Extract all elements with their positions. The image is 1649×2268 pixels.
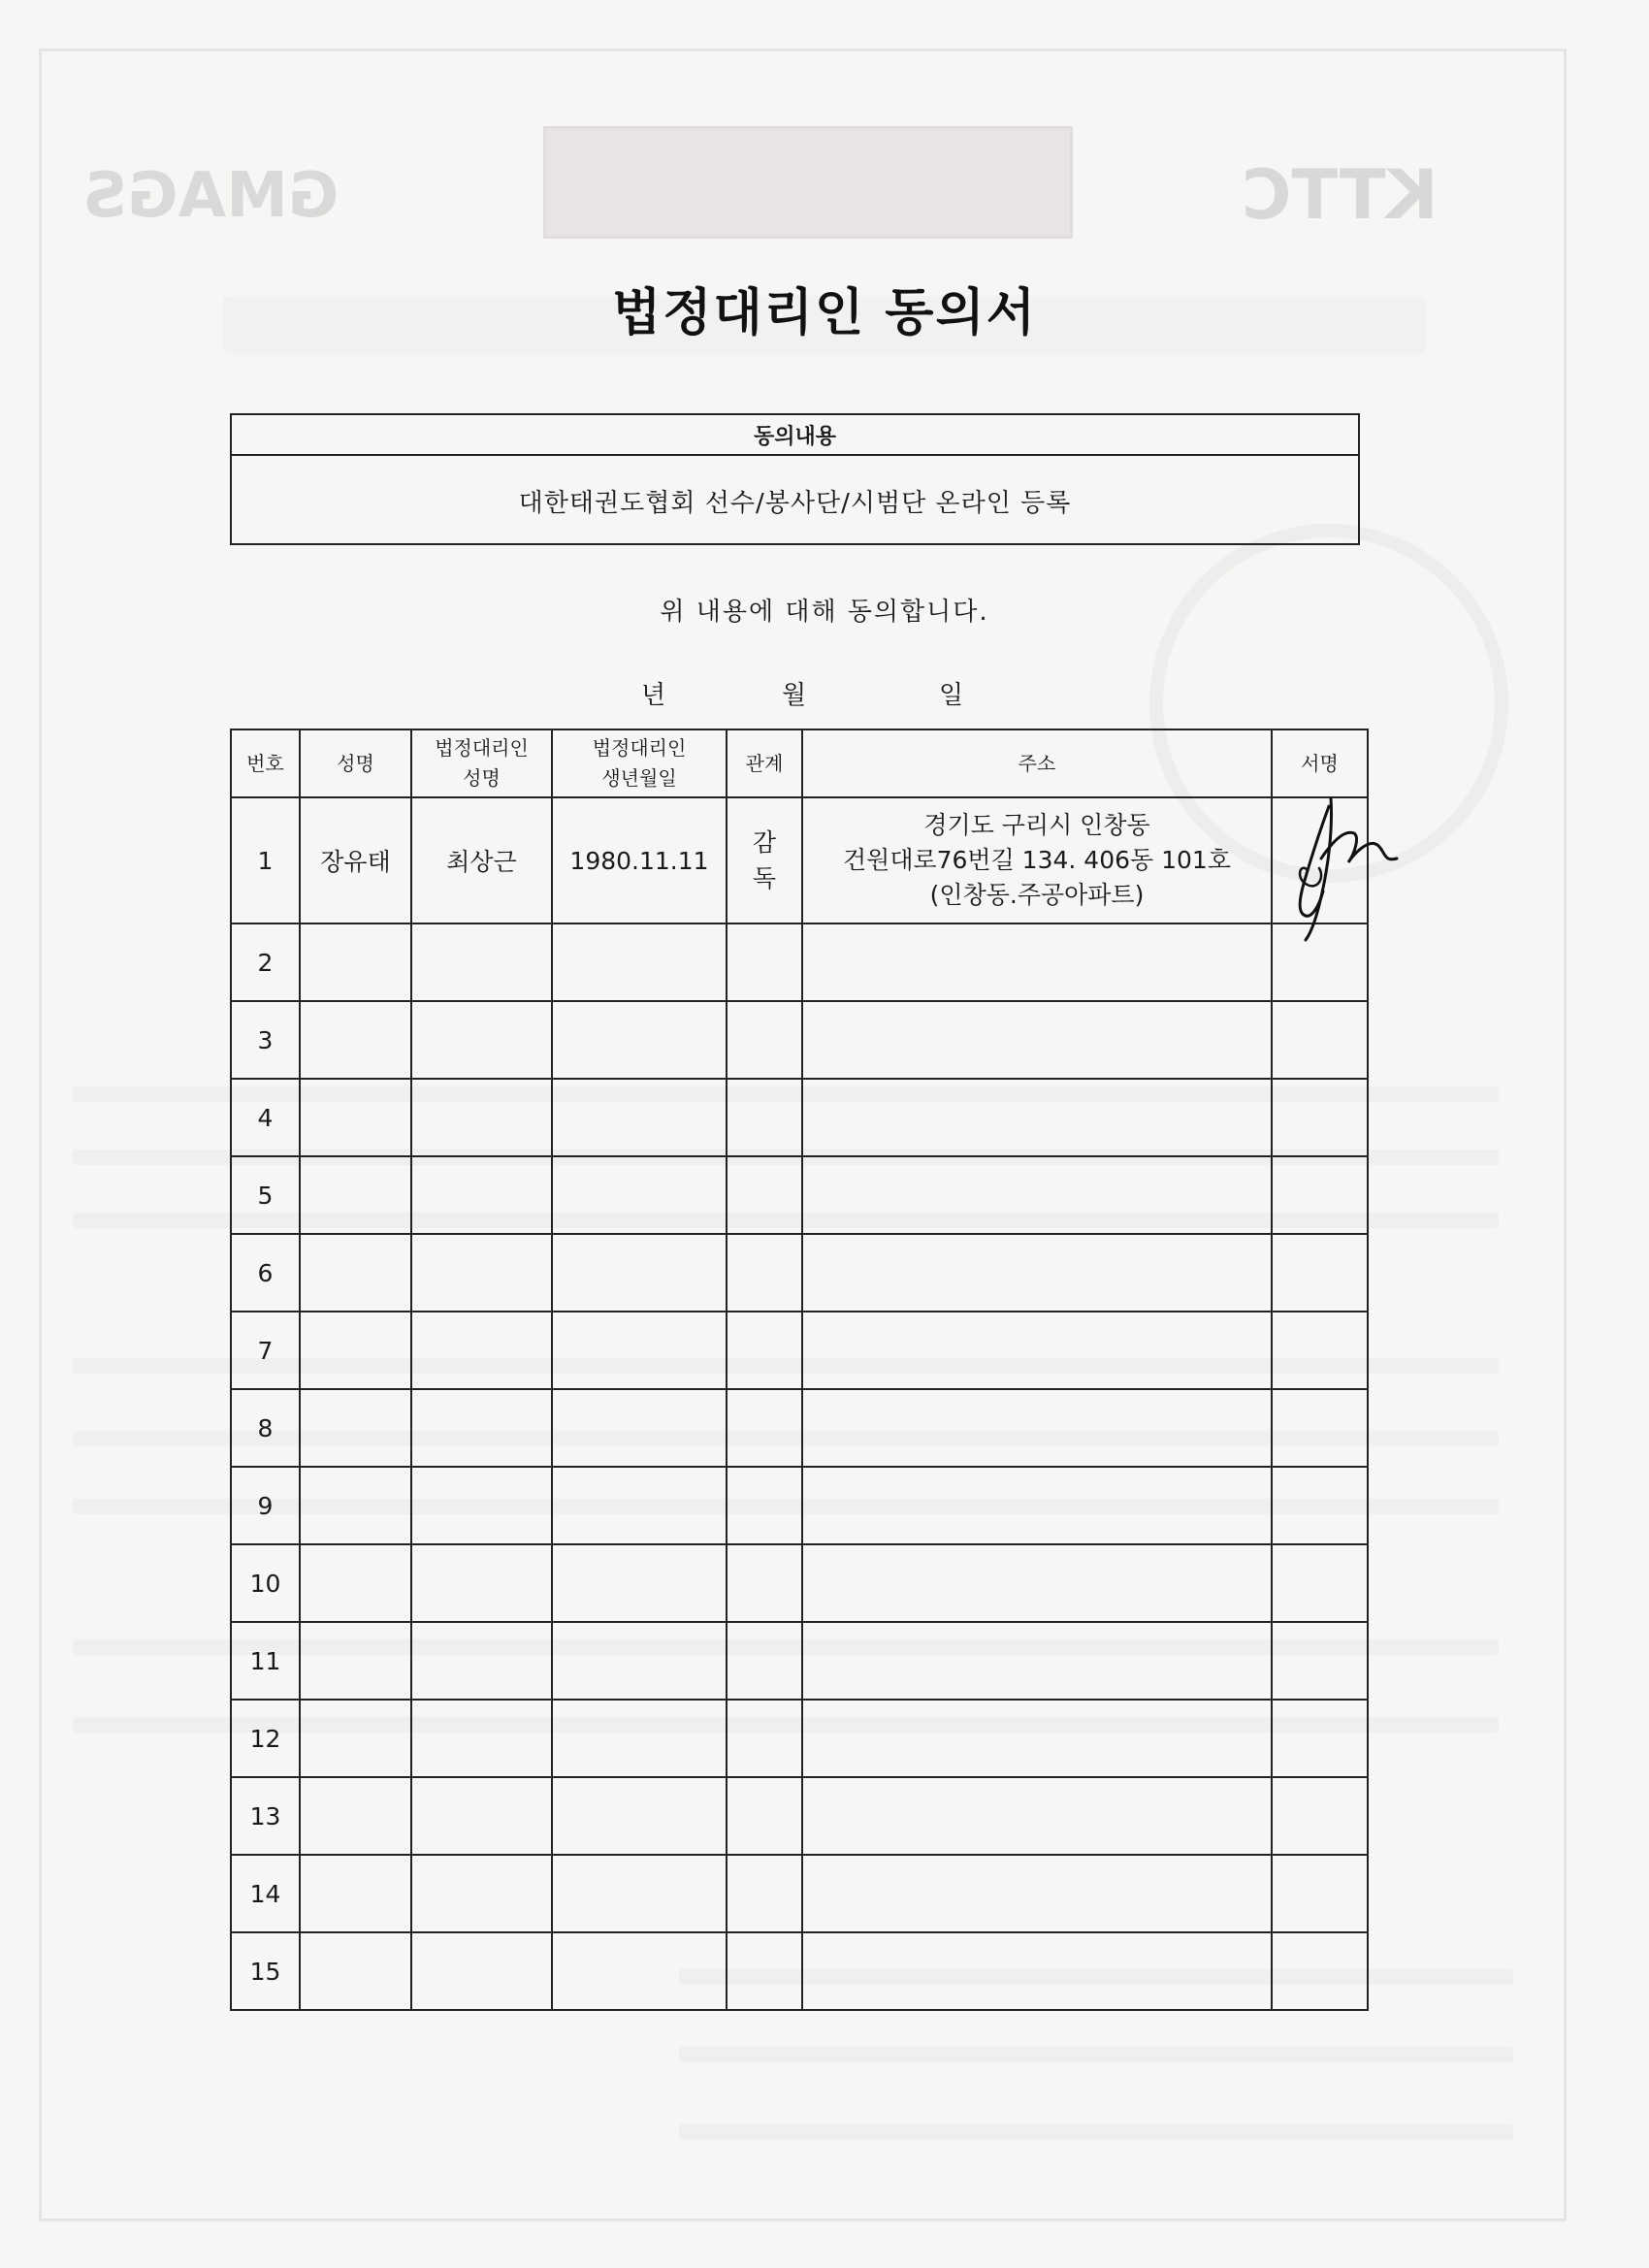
empty-cell: [1272, 1156, 1368, 1234]
row-number: 2: [231, 923, 300, 1001]
relation-line1: 감: [752, 827, 777, 857]
row-number: 15: [231, 1932, 300, 2010]
empty-cell: [727, 1389, 802, 1467]
row-number: 3: [231, 1001, 300, 1079]
empty-cell: [552, 1467, 727, 1544]
table-row: [231, 797, 1368, 923]
empty-cell: [802, 1079, 1272, 1156]
empty-cell: [552, 1777, 727, 1855]
empty-cell: [552, 1622, 727, 1700]
background-show-through-logo-right: KTTC: [1242, 155, 1439, 235]
table-row: [231, 1467, 1368, 1544]
empty-cell: [300, 1777, 411, 1855]
table-row: [231, 1932, 1368, 2010]
row-number: 10: [231, 1544, 300, 1622]
row-number: 8: [231, 1389, 300, 1467]
empty-cell: [552, 1079, 727, 1156]
empty-cell: [802, 1156, 1272, 1234]
header-relation: 관계: [727, 729, 802, 797]
empty-cell: [552, 1544, 727, 1622]
header-guardian-birth-line1: 법정대리인: [592, 736, 687, 760]
empty-cell: [727, 1932, 802, 2010]
empty-cell: [727, 1312, 802, 1389]
empty-cell: [1272, 1312, 1368, 1389]
empty-cell: [1272, 1855, 1368, 1932]
row-number: 12: [231, 1700, 300, 1777]
background-show-through-logo-left: GMAGS: [82, 160, 340, 232]
empty-cell: [727, 1234, 802, 1312]
address: [802, 797, 1272, 923]
relation: [727, 797, 802, 923]
empty-cell: [802, 1312, 1272, 1389]
background-show-through-text-line: [679, 2047, 1513, 2062]
table-row: [231, 1777, 1368, 1855]
empty-cell: [300, 1156, 411, 1234]
empty-cell: [1272, 1932, 1368, 2010]
agreement-statement: 위 내용에 대해 동의합니다.: [660, 598, 989, 627]
table-row: [231, 1156, 1368, 1234]
empty-cell: [552, 1855, 727, 1932]
relation-line2: 독: [752, 864, 777, 892]
row-number: 11: [231, 1622, 300, 1700]
empty-cell: [1272, 1234, 1368, 1312]
row-number: 6: [231, 1234, 300, 1312]
empty-cell: [727, 1700, 802, 1777]
empty-cell: [300, 1234, 411, 1312]
empty-cell: [552, 1312, 727, 1389]
table-row: [231, 1544, 1368, 1622]
empty-cell: [1272, 1001, 1368, 1079]
header-name: 성명: [300, 729, 411, 797]
empty-cell: [802, 923, 1272, 1001]
table-row: [231, 1389, 1368, 1467]
empty-cell: [552, 1932, 727, 2010]
empty-cell: [1272, 1389, 1368, 1467]
address-line1: 경기도 구리시 인창동: [923, 810, 1150, 839]
table-row: [231, 1622, 1368, 1700]
row-number: 4: [231, 1079, 300, 1156]
empty-cell: [802, 1001, 1272, 1079]
table-row: [231, 1234, 1368, 1312]
empty-cell: [1272, 1622, 1368, 1700]
table-header-row: [231, 729, 1368, 797]
guardian-birthdate: 1980.11.11: [552, 797, 727, 923]
empty-cell: [411, 1234, 552, 1312]
empty-cell: [411, 923, 552, 1001]
empty-cell: [411, 1001, 552, 1079]
empty-cell: [411, 1700, 552, 1777]
address-line2: 건원대로76번길 134. 406동 101호: [843, 845, 1231, 874]
guardian-name: 최상근: [411, 797, 552, 923]
empty-cell: [1272, 1467, 1368, 1544]
header-guardian-name: [411, 729, 552, 797]
document-title: 법정대리인 동의서: [612, 283, 1037, 342]
empty-cell: [300, 1312, 411, 1389]
guardian-consent-table: [230, 729, 1369, 2011]
header-guardian-name-line2: 성명: [463, 766, 501, 790]
empty-cell: [411, 1932, 552, 2010]
table-row: [231, 1855, 1368, 1932]
empty-cell: [411, 1467, 552, 1544]
empty-cell: [411, 1389, 552, 1467]
empty-cell: [802, 1389, 1272, 1467]
empty-cell: [300, 1389, 411, 1467]
empty-cell: [802, 1234, 1272, 1312]
row-number: 9: [231, 1467, 300, 1544]
empty-cell: [1272, 1777, 1368, 1855]
empty-cell: [727, 1079, 802, 1156]
empty-cell: [300, 1544, 411, 1622]
empty-cell: [411, 1312, 552, 1389]
background-show-through-banner: [543, 126, 1073, 239]
empty-cell: [552, 1001, 727, 1079]
consent-content-box: [230, 413, 1360, 545]
empty-cell: [411, 1855, 552, 1932]
row-number: 5: [231, 1156, 300, 1234]
signature-cell: [1272, 797, 1368, 923]
empty-cell: [1272, 1544, 1368, 1622]
header-guardian-name-line1: 법정대리인: [435, 736, 529, 760]
empty-cell: [300, 1932, 411, 2010]
row-number: 13: [231, 1777, 300, 1855]
header-guardian-birth-line2: 생년월일: [601, 766, 677, 790]
table-row: [231, 1079, 1368, 1156]
empty-cell: [727, 1777, 802, 1855]
empty-cell: [300, 1855, 411, 1932]
empty-cell: [411, 1544, 552, 1622]
empty-cell: [802, 1700, 1272, 1777]
consent-header: 동의내용: [232, 415, 1358, 456]
empty-cell: [727, 1156, 802, 1234]
table-row: [231, 1001, 1368, 1079]
row-number: 1: [231, 797, 300, 923]
empty-cell: [552, 1389, 727, 1467]
empty-cell: [727, 1001, 802, 1079]
empty-cell: [802, 1777, 1272, 1855]
table-row: [231, 1312, 1368, 1389]
date-day-label: 일: [939, 681, 964, 710]
empty-cell: [300, 1700, 411, 1777]
student-name: 장유태: [300, 797, 411, 923]
empty-cell: [552, 1700, 727, 1777]
table-row: [231, 923, 1368, 1001]
empty-cell: [411, 1156, 552, 1234]
consent-text: 대한태권도협회 선수/봉사단/시범단 온라인 등록: [518, 488, 1072, 518]
row-number: 7: [231, 1312, 300, 1389]
empty-cell: [727, 1467, 802, 1544]
empty-cell: [552, 1156, 727, 1234]
empty-cell: [802, 1544, 1272, 1622]
header-no: 번호: [231, 729, 300, 797]
empty-cell: [727, 1544, 802, 1622]
background-show-through-text-line: [679, 2124, 1513, 2140]
empty-cell: [802, 1932, 1272, 2010]
empty-cell: [300, 1622, 411, 1700]
empty-cell: [300, 1001, 411, 1079]
empty-cell: [802, 1622, 1272, 1700]
empty-cell: [802, 1467, 1272, 1544]
empty-cell: [552, 1234, 727, 1312]
empty-cell: [411, 1079, 552, 1156]
date-year-label: 년: [641, 681, 666, 710]
header-signature: 서명: [1272, 729, 1368, 797]
empty-cell: [411, 1622, 552, 1700]
empty-cell: [1272, 1079, 1368, 1156]
empty-cell: [1272, 1700, 1368, 1777]
handwritten-signature: [1261, 769, 1416, 954]
table-row: [231, 1700, 1368, 1777]
empty-cell: [300, 1467, 411, 1544]
empty-cell: [727, 1855, 802, 1932]
address-line3: (인창동.주공아파트): [929, 881, 1145, 910]
empty-cell: [300, 1079, 411, 1156]
empty-cell: [411, 1777, 552, 1855]
date-month-label: 월: [782, 681, 807, 710]
header-guardian-birth: [552, 729, 727, 797]
empty-cell: [802, 1855, 1272, 1932]
header-address: 주소: [802, 729, 1272, 797]
empty-cell: [727, 1622, 802, 1700]
empty-cell: [727, 923, 802, 1001]
row-number: 14: [231, 1855, 300, 1932]
empty-cell: [552, 923, 727, 1001]
empty-cell: [300, 923, 411, 1001]
